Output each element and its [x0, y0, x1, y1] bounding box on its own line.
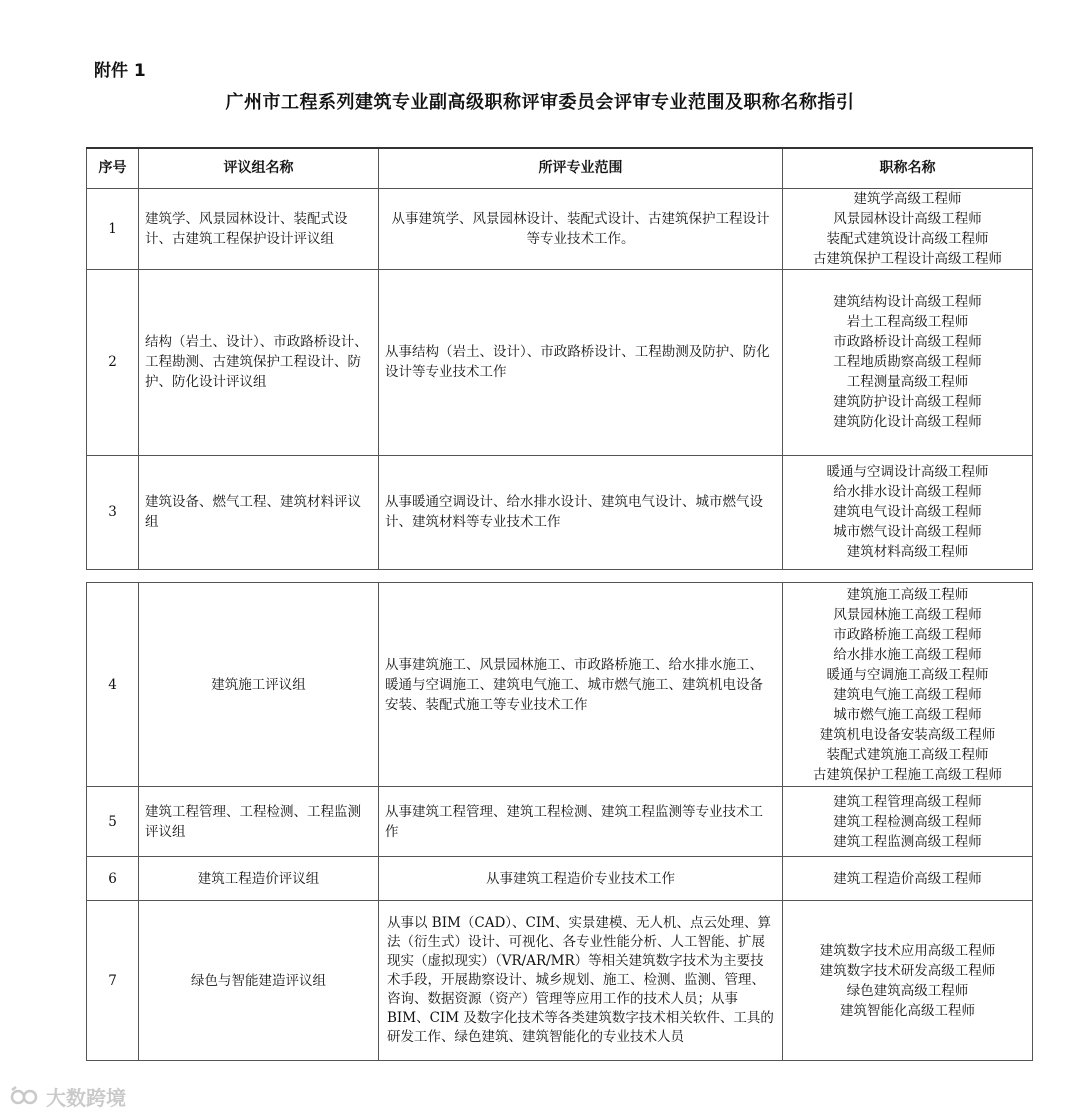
title-list — [783, 188, 1033, 269]
title-item: 建筑结构设计高级工程师 — [833, 294, 982, 310]
title-item: 建筑数字技术应用高级工程师 — [819, 942, 996, 959]
title-list — [783, 455, 1033, 569]
watermark-logo-icon — [10, 1086, 40, 1108]
header-group: 评议组名称 — [139, 148, 379, 188]
row-number: 5 — [87, 787, 139, 857]
title-item: 建筑电气设计高级工程师 — [833, 504, 982, 520]
title-item: 城市燃气设计高级工程师 — [833, 524, 982, 540]
title-item: 市政路桥施工高级工程师 — [833, 626, 982, 643]
title-item: 建筑智能化高级工程师 — [840, 1002, 975, 1019]
title-item: 建筑工程监测高级工程师 — [833, 833, 982, 850]
row-number: 3 — [87, 455, 139, 569]
table-header-row — [87, 148, 1033, 188]
group-name: 绿色与智能建造评议组 — [139, 901, 379, 1061]
group-name: 建筑学、风景园林设计、装配式设计、古建筑工程保护设计评议组 — [139, 188, 379, 269]
scope-text: 从事建筑学、风景园林设计、装配式设计、古建筑保护工程设计等专业技术工作。 — [379, 188, 783, 269]
row-number: 4 — [87, 583, 139, 787]
title-list — [783, 787, 1033, 857]
title-item: 建筑电气施工高级工程师 — [833, 686, 982, 703]
header-scope: 所评专业范围 — [379, 148, 783, 188]
title-item: 风景园林设计高级工程师 — [833, 210, 982, 227]
title-item: 暖通与空调施工高级工程师 — [826, 666, 989, 683]
table-row — [87, 455, 1033, 569]
title-item: 建筑机电设备安装高级工程师 — [819, 726, 996, 743]
title-item: 装配式建筑设计高级工程师 — [826, 230, 989, 247]
scope-text: 从事暖通空调设计、给水排水设计、建筑电气设计、城市燃气设计、建筑材料等专业技术工作 — [379, 455, 783, 569]
table-row — [87, 269, 1033, 455]
title-item: 工程测量高级工程师 — [846, 374, 969, 390]
title-item: 给水排水设计高级工程师 — [833, 484, 982, 500]
title-item: 建筑工程管理高级工程师 — [833, 793, 982, 810]
title-item: 建筑防化设计高级工程师 — [833, 414, 982, 430]
scope-text: 从事建筑施工、风景园林施工、市政路桥施工、给水排水施工、暖通与空调施工、建筑电气施工、城市燃气施工、建筑机电设备安装、装配式施工等专业技术工作 — [379, 583, 783, 787]
title-list — [783, 857, 1033, 901]
table-row — [87, 583, 1033, 787]
title-list — [783, 583, 1033, 787]
title-item: 市政路桥设计高级工程师 — [833, 334, 982, 350]
watermark — [10, 1082, 126, 1111]
title-item: 工程地质勘察高级工程师 — [833, 354, 982, 370]
attachment-label: 附件 1 — [94, 61, 146, 81]
scope-text: 从事以 BIM（CAD）、CIM、实景建模、无人机、点云处理、算法（衍生式）设计、可视化、各专业性能分析、人工智能、扩展现实（虚拟现实）（VR/AR/MR）等相关建筑数字技术为主要技术手段，开展勘察设计、城乡规划、施工、检测、监测、管理、咨询、数据资源（资产）管理等应用工作的技术人员；从事 BIM、CIM 及数字化技术等各类建筑数字技术相关软件、工具的研发工作、绿色建筑、建筑智能化的专业技术人员 — [379, 901, 783, 1061]
group-name: 建筑工程管理、工程检测、工程监测评议组 — [139, 787, 379, 857]
row-number: 7 — [87, 901, 139, 1061]
row-number: 6 — [87, 857, 139, 901]
group-name: 建筑设备、燃气工程、建筑材料评议组 — [139, 455, 379, 569]
scope-text: 从事建筑工程管理、建筑工程检测、建筑工程监测等专业技术工作 — [379, 787, 783, 857]
title-item: 暖通与空调设计高级工程师 — [826, 464, 989, 480]
title-item: 建筑学高级工程师 — [853, 190, 962, 207]
scope-text: 从事建筑工程造价专业技术工作 — [379, 857, 783, 901]
title-item: 城市燃气施工高级工程师 — [833, 706, 982, 723]
scope-text: 从事结构（岩土、设计）、市政路桥设计、工程勘测及防护、防化设计等专业技术工作 — [379, 269, 783, 455]
title-item: 古建筑保护工程设计高级工程师 — [813, 250, 1002, 267]
scope-table-part-1 — [86, 147, 1033, 570]
title-item: 风景园林施工高级工程师 — [833, 606, 982, 623]
table-row — [87, 188, 1033, 269]
title-item: 给水排水施工高级工程师 — [833, 646, 982, 663]
header-no: 序号 — [87, 148, 139, 188]
row-number: 1 — [87, 188, 139, 269]
group-name: 结构（岩土、设计）、市政路桥设计、工程勘测、古建筑保护工程设计、防护、防化设计评议组 — [139, 269, 379, 455]
title-item: 装配式建筑施工高级工程师 — [826, 746, 989, 763]
title-item: 建筑工程造价高级工程师 — [833, 870, 982, 887]
title-item: 建筑防护设计高级工程师 — [833, 394, 982, 410]
title-item: 建筑数字技术研发高级工程师 — [819, 962, 996, 979]
watermark-text: 大数跨境 — [46, 1086, 126, 1110]
row-number: 2 — [87, 269, 139, 455]
table-row — [87, 857, 1033, 901]
scope-table-part-2 — [86, 582, 1033, 1061]
title-item: 建筑材料高级工程师 — [846, 544, 969, 560]
title-item: 建筑工程检测高级工程师 — [833, 813, 982, 830]
title-item: 建筑施工高级工程师 — [846, 586, 969, 603]
group-name: 建筑工程造价评议组 — [139, 857, 379, 901]
table-row — [87, 787, 1033, 857]
title-list — [783, 901, 1033, 1061]
header-titles: 职称名称 — [783, 148, 1033, 188]
document-title: 广州市工程系列建筑专业副高级职称评审委员会评审专业范围及职称名称指引 — [225, 92, 855, 113]
table-row — [87, 901, 1033, 1061]
group-name: 建筑施工评议组 — [139, 583, 379, 787]
title-item: 绿色建筑高级工程师 — [846, 982, 969, 999]
title-item: 岩土工程高级工程师 — [846, 314, 969, 330]
title-list — [783, 269, 1033, 455]
title-item: 古建筑保护工程施工高级工程师 — [813, 766, 1002, 783]
